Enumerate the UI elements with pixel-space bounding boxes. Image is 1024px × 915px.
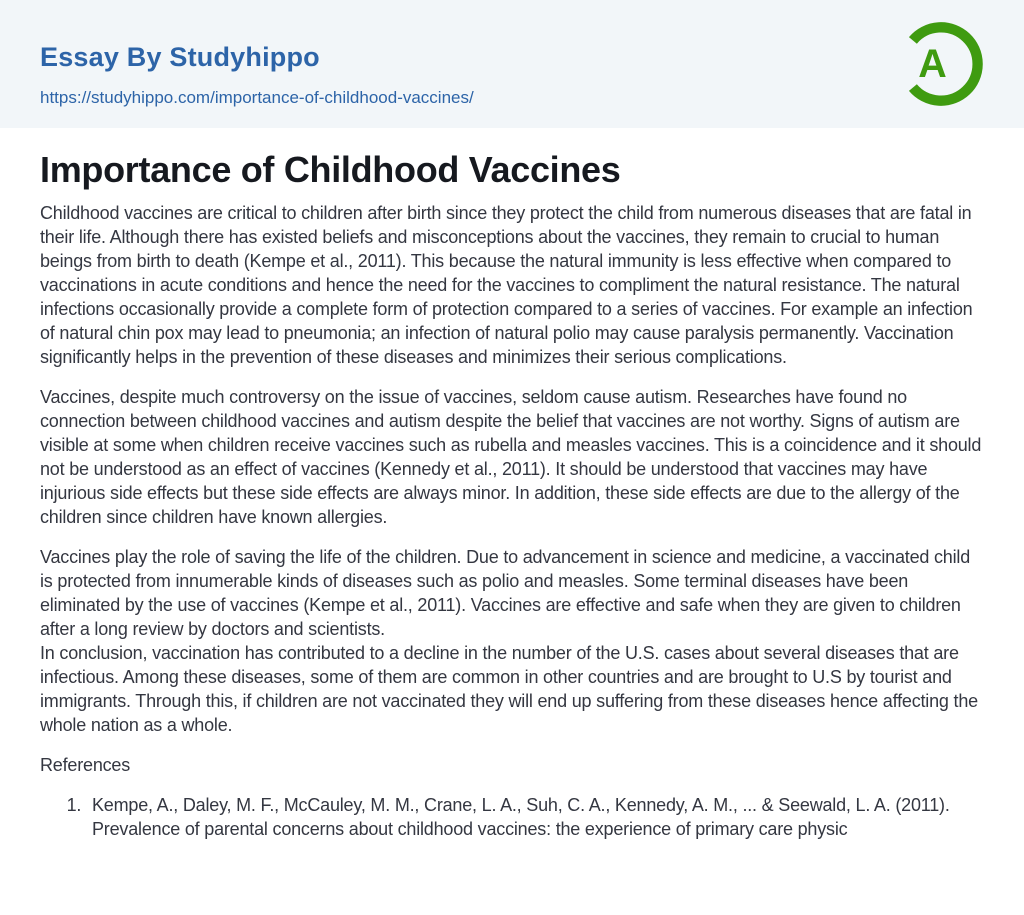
studyhippo-logo-icon	[894, 17, 988, 111]
essay-conclusion: In conclusion, vaccination has contributed to a decline in the number of the U.S. cases about several diseases that are infectious. Among these diseases, some of them are common in other countries and are brought to U.S by tourist and immigrants. Through this, if children are not vaccinated they will end up suffering from these diseases hence affecting the whole nation as a whole.	[40, 643, 978, 735]
page-header	[0, 0, 1024, 128]
header-text-block	[40, 42, 474, 108]
essay-paragraph-3: Vaccines play the role of saving the life of the children. Due to advancement in science and medicine, a vaccinated child is protected from innumerable kinds of diseases such as polio and measles. Some terminal diseases have been eliminated by the use of vaccines (Kempe et al., 2011). Vaccines are effective and safe when they are given to children after a long review by doctors and scientists.	[40, 547, 971, 639]
essay-paragraph-1: Childhood vaccines are critical to children after birth since they protect the child from numerous diseases that are fatal in their life. Although there has existed beliefs and misconceptions about the vaccines, they remain to crucial to human beings from birth to death (Kempe et al., 2011). This because the natural immunity is less effective when compared to vaccinations in acute conditions and hence the need for the vaccines to compliment the natural resistance. The natural infections occasionally provide a complete form of protection compared to a series of vaccines. For example an infection of natural chin pox may lead to pneumonia; an infection of natural polio may cause paralysis permanently. Vaccination significantly helps in the prevention of these diseases and minimizes their serious complications.	[40, 203, 973, 367]
site-title: Essay By Studyhippo	[40, 42, 320, 72]
essay-paragraph-3-and-conclusion	[40, 545, 985, 737]
reference-item: 1. Kempe, A., Daley, M. F., McCauley, M. M., Crane, L. A., Suh, C. A., Kennedy, A. M., ... & Seewald, L. A. (2011). Prevalence of parental concerns about childhood vaccines: the experience of primary care physic	[86, 793, 985, 841]
essay-title: Importance of Childhood Vaccines	[40, 149, 621, 190]
references-list	[40, 793, 985, 841]
essay-content	[0, 149, 1024, 841]
essay-body	[40, 201, 985, 841]
references-heading: References	[40, 755, 131, 775]
essay-paragraph-2: Vaccines, despite much controversy on the issue of vaccines, seldom cause autism. Researches have found no connection between childhood vaccines and autism despite the belief that vaccines are not worthy. Signs of autism are visible at some when children receive vaccines such as rubella and measles vaccines. This is a coincidence and it should not be understood as an effect of vaccines (Kennedy et al., 2011). It should be understood that vaccines may have injurious side effects but these side effects are always minor. In addition, these side effects are due to the allergy of the children since children have known allergies.	[40, 387, 982, 527]
logo-letter: A	[918, 42, 947, 87]
source-url-link[interactable]: https://studyhippo.com/importance-of-childhood-vaccines/	[40, 88, 474, 107]
